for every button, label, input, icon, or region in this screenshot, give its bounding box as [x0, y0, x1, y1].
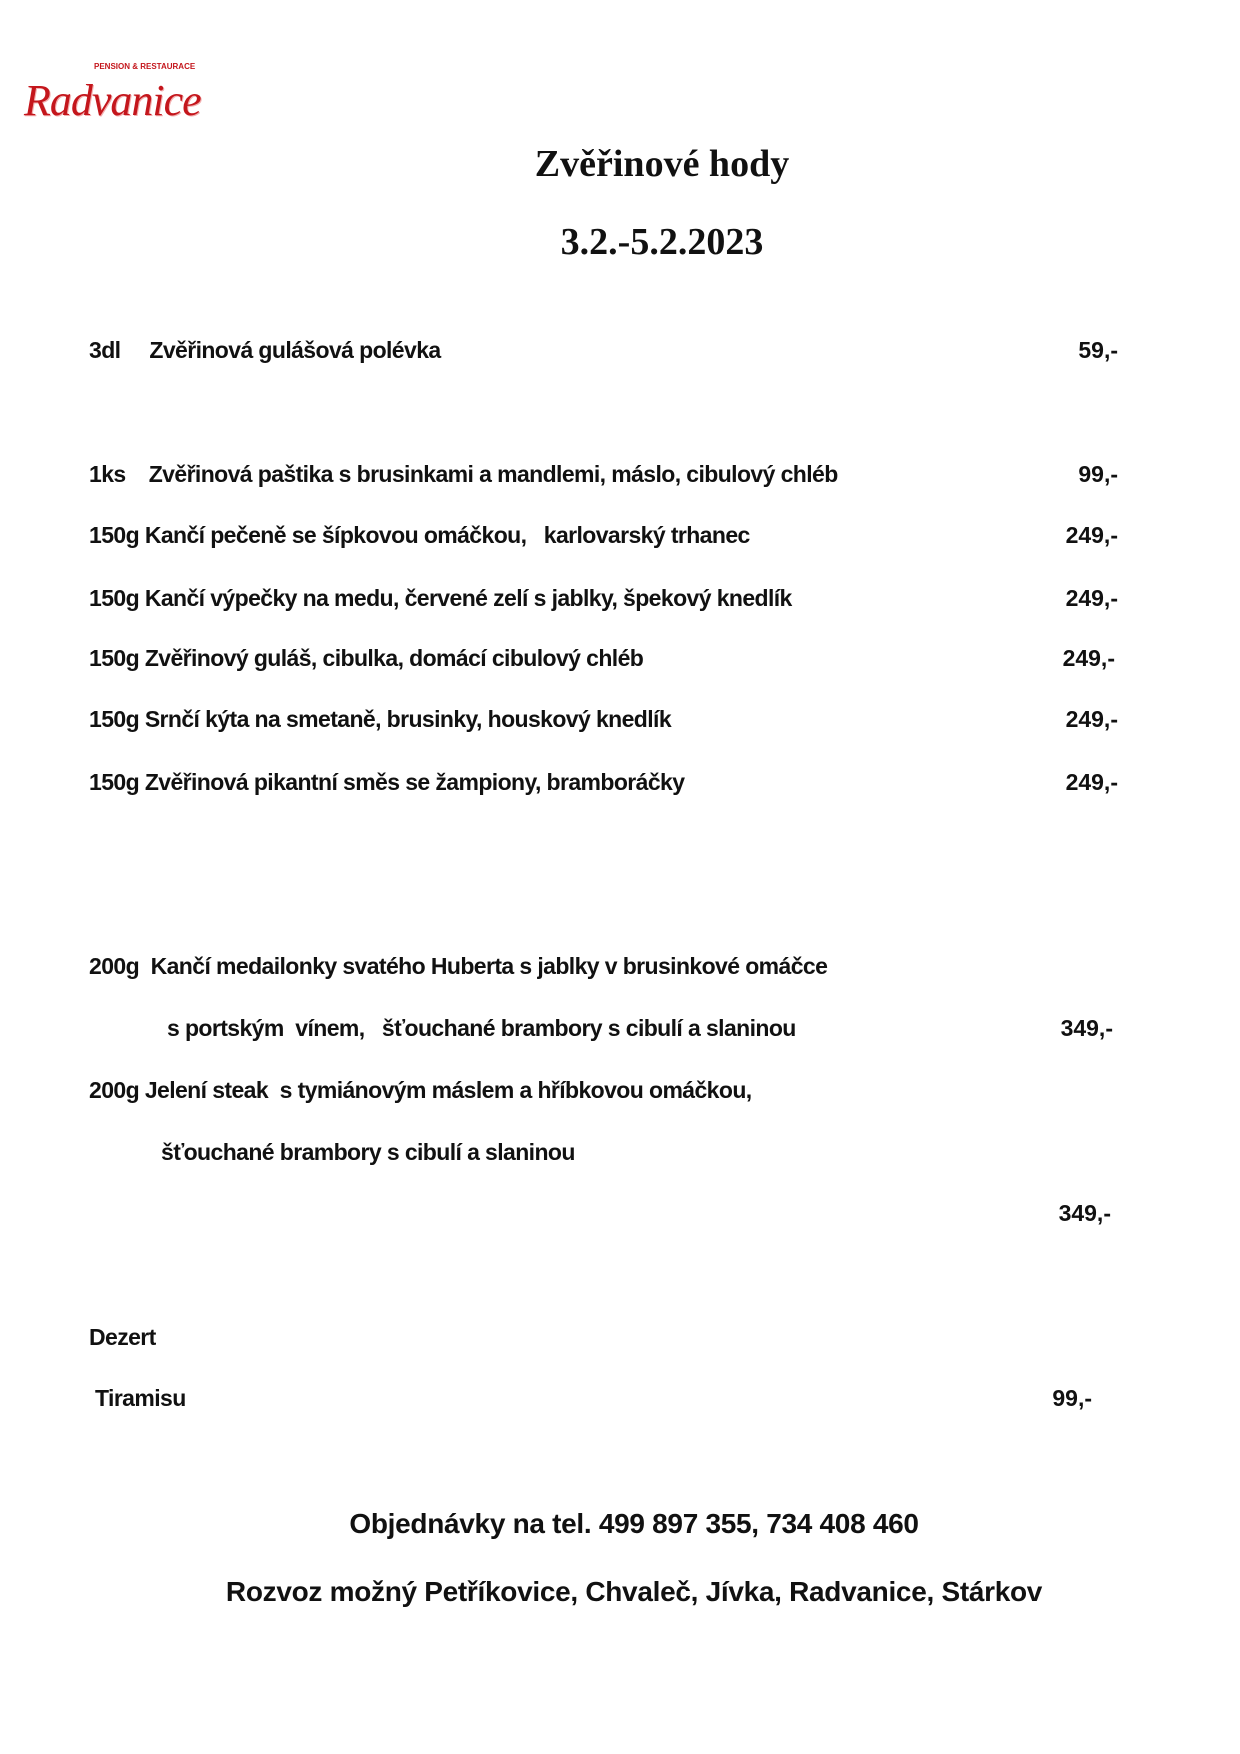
page-title: Zvěřinové hody: [534, 143, 790, 185]
item-price: 349,-: [1058, 1200, 1111, 1226]
item-price: 249,-: [1062, 645, 1115, 671]
item-text: 3dl Zvěřinová gulášová polévka: [89, 337, 441, 363]
item-text-continued: šťouchané brambory s cibulí a slaninou: [161, 1139, 575, 1165]
item-text: 200g Kančí medailonky svatého Huberta s jablky v brusinkové omáčce: [89, 953, 828, 979]
item-text: 150g Zvěřinová pikantní směs se žampiony, bramboráčky: [89, 769, 685, 795]
order-phone-info: Objednávky na tel. 499 897 355, 734 408 460: [349, 1508, 919, 1539]
item-price: 249,-: [1065, 706, 1118, 732]
item-price: 249,-: [1065, 585, 1118, 611]
dessert-heading: Dezert: [89, 1324, 156, 1350]
item-price: 249,-: [1065, 769, 1118, 795]
restaurant-logo: [24, 62, 204, 126]
item-text: 1ks Zvěřinová paštika s brusinkami a mandlemi, máslo, cibulový chléb: [89, 461, 838, 487]
item-text: Tiramisu: [95, 1385, 186, 1411]
item-price: 59,-: [1078, 337, 1118, 363]
delivery-info: Rozvoz možný Petříkovice, Chvaleč, Jívka, Radvanice, Stárkov: [225, 1576, 1043, 1607]
logo-tagline: PENSION & RESTAURACE: [94, 62, 196, 71]
item-text: 150g Kančí pečeně se šípkovou omáčkou, karlovarský trhanec: [89, 522, 750, 548]
item-text-continued: s portským vínem, šťouchané brambory s cibulí a slaninou: [167, 1015, 796, 1041]
item-price: 349,-: [1060, 1015, 1113, 1041]
logo-name: Radvanice: [24, 76, 201, 125]
event-dates: 3.2.-5.2.2023: [560, 221, 764, 263]
item-text: 150g Kančí výpečky na medu, červené zelí s jablky, špekový knedlík: [89, 585, 792, 611]
item-price: 99,-: [1052, 1385, 1092, 1411]
item-text: 150g Zvěřinový guláš, cibulka, domácí cibulový chléb: [89, 645, 644, 671]
item-text: 150g Srnčí kýta na smetaně, brusinky, houskový knedlík: [89, 706, 672, 732]
item-text: 200g Jelení steak s tymiánovým máslem a hříbkovou omáčkou,: [89, 1077, 752, 1103]
item-price: 99,-: [1078, 461, 1118, 487]
item-price: 249,-: [1065, 522, 1118, 548]
